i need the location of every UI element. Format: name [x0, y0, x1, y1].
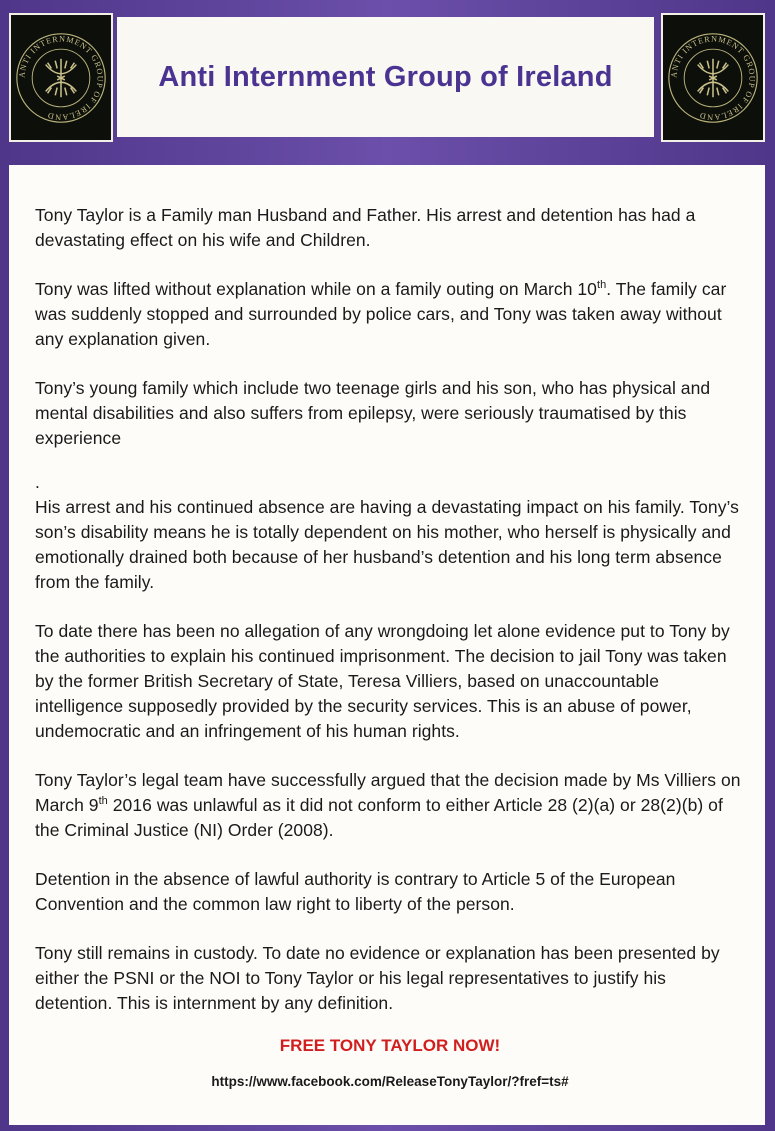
barbed-wire-emblem-icon — [13, 30, 109, 126]
paragraph-2-start: Tony was lifted without explanation while on a family outing on March 10 — [35, 279, 597, 299]
paragraph-8: Tony still remains in custody. To date no evidence or explanation has been presented by either the PSNI or the NOI to Tony Taylor or his legal representatives to justify his detention. This is internment by any definition. — [35, 943, 720, 1013]
logo-right — [661, 13, 765, 142]
page-title: Anti Internment Group of Ireland — [158, 60, 613, 93]
leaflet-body — [9, 165, 765, 1125]
paragraph-4: His arrest and his continued absence are having a devastating impact on his family. Tony’s son’s disability means he is totally dependent on his mother, who herself is physically and emotionally drained both because of her husband’s detention and his long term absence from the family. — [35, 497, 739, 592]
svg-text:ANTI INTERNMENT GROUP OF IRELA: ANTI INTERNMENT GROUP OF IRELAND — [17, 33, 105, 122]
paragraph-3: Tony’s young family which include two teenage girls and his son, who has physical and mental disabilities and also suffers from epilepsy, were seriously traumatised by this experience — [35, 378, 711, 448]
paragraph-7: Detention in the absence of lawful authority is contrary to Article 5 of the European Convention and the common law right to liberty of the person. — [35, 869, 676, 914]
svg-text:ANTI INTERNMENT GROUP OF IRELA: ANTI INTERNMENT GROUP OF IRELAND — [669, 33, 757, 122]
superscript-th: th — [98, 795, 108, 808]
paragraph-6 — [35, 768, 745, 843]
paragraph-5: To date there has been no allegation of any wrongdoing let alone evidence put to Tony by the authorities to explain his continued imprisonment. The decision to jail Tony was taken by the former British Secretary of State, Teresa Villiers, based on unaccountable intelligence supposedly provided by the security services. This is an abuse of power, undemocratic and an infringement of his human rights. — [35, 621, 730, 741]
paragraph-2 — [35, 277, 745, 352]
logo-left — [9, 13, 113, 142]
superscript-th: th — [596, 279, 607, 292]
stray-dot: . — [35, 472, 40, 492]
paragraph-6-start: Tony Taylor’s legal team have successfully argued that the decision made by Ms Villiers on March 9 — [35, 770, 741, 815]
paragraph-1: Tony Taylor is a Family man Husband and Father. His arrest and detention has had a devastating effect on his wife and Children. — [35, 205, 696, 250]
facebook-url: https://www.facebook.com/ReleaseTonyTaylor/?fref=ts# — [211, 1074, 569, 1089]
slogan: FREE TONY TAYLOR NOW! — [279, 1036, 501, 1055]
barbed-wire-emblem-icon — [665, 30, 761, 126]
header-banner — [117, 17, 654, 137]
paragraph-6-end: 2016 was unlawful as it did not conform to either Article 28 (2)(a) or 28(2)(b) of the Criminal Justice (NI) Order (2008). — [35, 795, 723, 840]
paragraph-2-end: . The family car was suddenly stopped and surrounded by police cars, and Tony was taken away without any explanation given. — [35, 279, 727, 349]
